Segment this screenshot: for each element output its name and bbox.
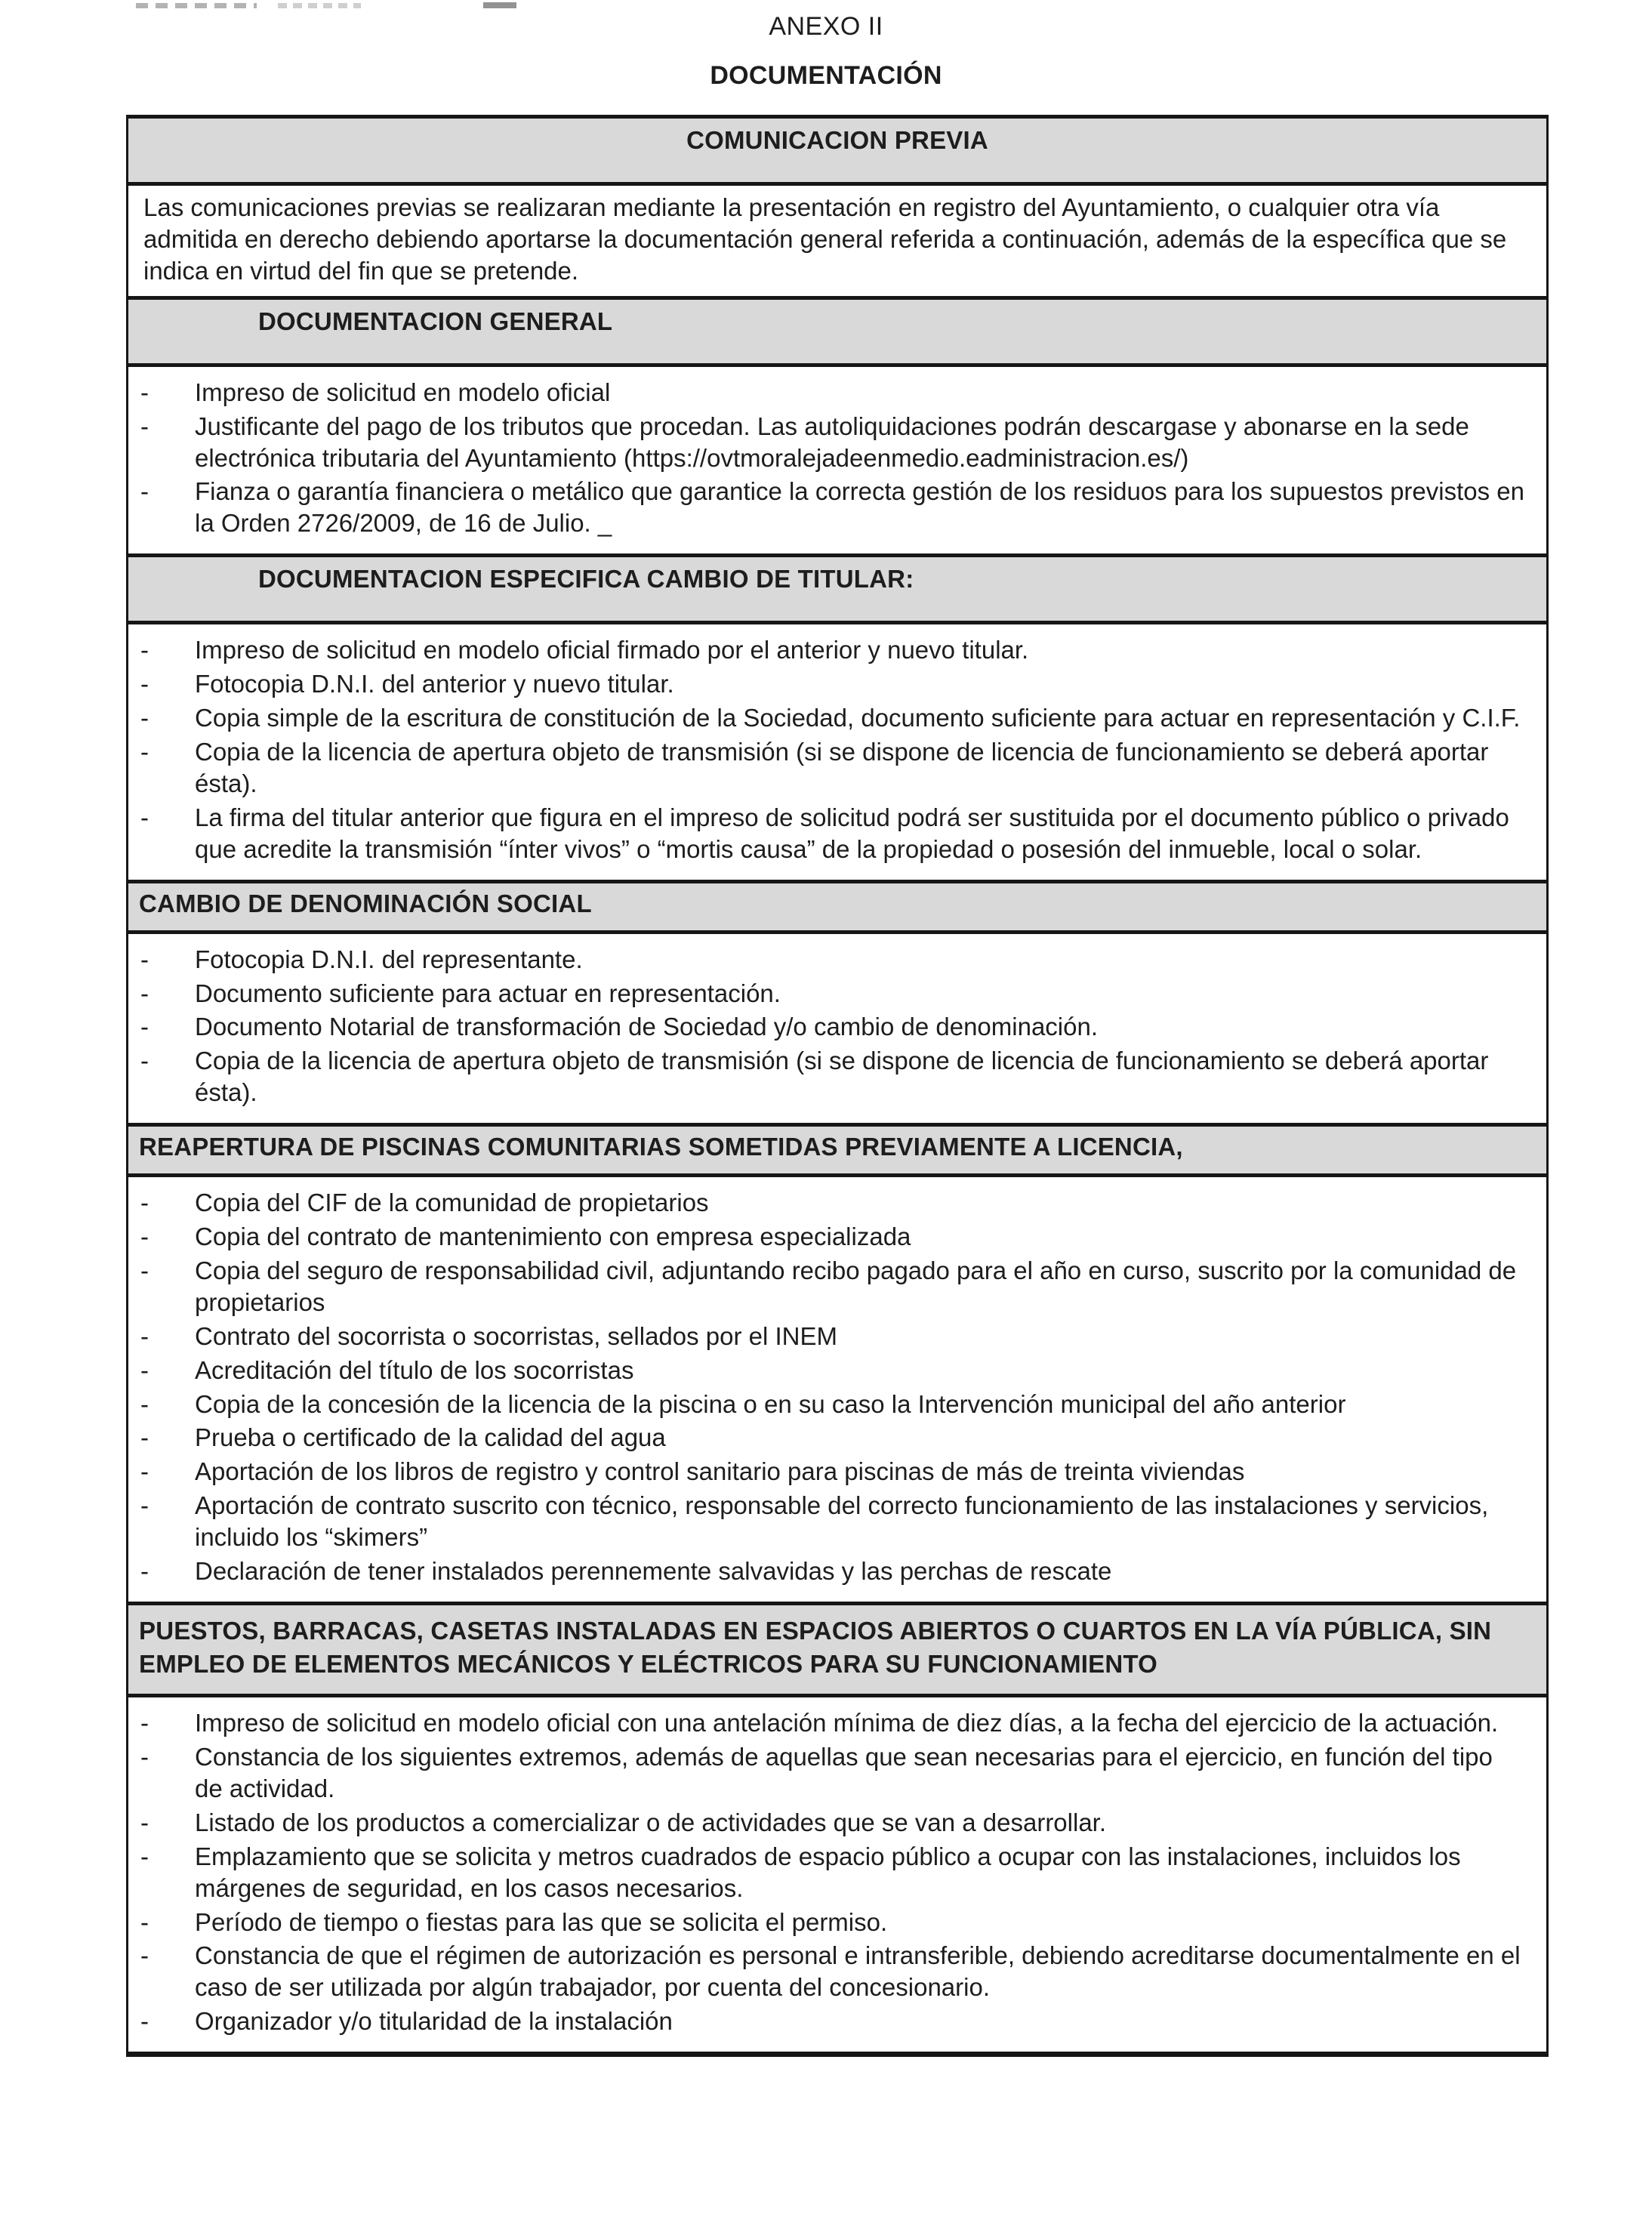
bullet-dash: - (140, 1457, 149, 1486)
bullet-dash: - (140, 412, 149, 440)
list-item (128, 377, 1527, 409)
list-item (128, 1255, 1527, 1318)
bullet-dash: - (140, 1491, 149, 1520)
bullet-dash: - (140, 1423, 149, 1452)
list-item (128, 1187, 1527, 1219)
bullet-dash: - (140, 1557, 149, 1586)
list-item-text: Organizador y/o titularidad de la instalación (195, 2007, 673, 2036)
list-item-text: Copia de la licencia de apertura objeto de transmisión (si se dispone de licencia de funcionamiento se deberá aportar ésta). (195, 1047, 1489, 1107)
list-item-text: Copia simple de la escritura de constitución de la Sociedad, documento suficiente para actuar en representación y C.I.F. (195, 704, 1521, 732)
bullet-dash: - (140, 2007, 149, 2036)
list-item-text: La firma del titular anterior que figura en el impreso de solicitud podrá ser sustituida por el documento público o privado que acredite la transmisión “ínter vivos” o “mortis causa” de la propiedad o posesión del inmueble, local o solar. (195, 803, 1509, 863)
list-item (128, 1907, 1527, 1938)
list-item (128, 1807, 1527, 1839)
bullet-dash: - (140, 1321, 149, 1350)
doc-table (126, 115, 1549, 2057)
list-item-text: Justificante del pago de los tributos que procedan. Las autoliquidaciones podrán descargase y abonarse en la sede electrónica tributaria del Ayuntamiento (https://ovtmoralejadeenmedio.eadministracion.es/) (195, 412, 1469, 472)
bullet-dash: - (140, 1355, 149, 1384)
section-header (128, 1602, 1546, 1694)
scan-artifact (483, 2, 516, 8)
intro-paragraph (128, 182, 1546, 296)
list-item-text: Fotocopia D.N.I. del representante. (195, 945, 583, 973)
bullet-dash: - (140, 704, 149, 732)
bullet-dash: - (140, 1256, 149, 1284)
list-item-text: Acreditación del título de los socorristas (195, 1355, 634, 1384)
bullet-dash: - (140, 1222, 149, 1251)
bullet-dash: - (140, 1709, 149, 1737)
section-header (128, 1123, 1546, 1173)
page-titles (0, 0, 1652, 91)
bullet-dash: - (140, 636, 149, 664)
list-item-text: Constancia de que el régimen de autorización es personal e intransferible, debiendo acreditarse documentalmente en el caso de ser utilizada por algún trabajador, por cuenta del concesionario. (195, 1941, 1521, 2002)
list-item (128, 1221, 1527, 1253)
list-item (128, 1456, 1527, 1488)
list-item (128, 944, 1527, 976)
list-item-text: Emplazamiento que se solicita y metros cuadrados de espacio público a ocupar con las instalaciones, incluidos los márgenes de seguridad, en los casos necesarios. (195, 1842, 1461, 1902)
bullet-dash: - (140, 1907, 149, 1936)
section-header (128, 553, 1546, 621)
list-item-text: Copia del CIF de la comunidad de propietarios (195, 1189, 709, 1217)
list-item (128, 1707, 1527, 1739)
documentacion-general-list (128, 363, 1546, 554)
bullet-dash: - (140, 1842, 149, 1870)
bullet-dash: - (140, 803, 149, 831)
list-item-text: Documento Notarial de transformación de Sociedad y/o cambio de denominación. (195, 1013, 1099, 1041)
list-item (128, 736, 1527, 800)
list-item (128, 1841, 1527, 1904)
reapertura-de-piscinas-list (128, 1173, 1546, 1602)
list-item-text: Contrato del socorrista o socorristas, sellados por el INEM (195, 1321, 838, 1350)
list-item-text: Copia de la concesión de la licencia de la piscina o en su caso la Intervención municipal del año anterior (195, 1389, 1346, 1418)
cambio-de-titular-list (128, 621, 1546, 879)
section-header-label: DOCUMENTACION GENERAL (258, 307, 613, 335)
cambio-de-denominacion-social-list (128, 930, 1546, 1124)
list-item-text: Aportación de los libros de registro y control sanitario para piscinas de más de treinta viviendas (195, 1457, 1245, 1486)
list-item (128, 1422, 1527, 1454)
list-item (128, 1355, 1527, 1386)
puestos-barracas-casetas-list (128, 1694, 1546, 2052)
list-item-text: Copia del seguro de responsabilidad civil, adjuntando recibo pagado para el año en curso, suscrito por la comunidad de propietarios (195, 1256, 1517, 1316)
bullet-dash: - (140, 477, 149, 506)
bullet-dash: - (140, 1941, 149, 1970)
list-item (128, 2006, 1527, 2037)
list-item-text: Copia de la licencia de apertura objeto de transmisión (si se dispone de licencia de funcionamiento se deberá aportar ésta). (195, 737, 1489, 797)
bullet-dash: - (140, 1013, 149, 1041)
list-item (128, 1321, 1527, 1352)
list-item-text: Impreso de solicitud en modelo oficial con una antelación mínima de diez días, a la fecha del ejercicio de la actuación. (195, 1709, 1499, 1737)
list-item-text: Prueba o certificado de la calidad del agua (195, 1423, 666, 1452)
section-header (128, 119, 1546, 182)
section-header (128, 880, 1546, 930)
bullet-dash: - (140, 378, 149, 406)
list-item-text: Período de tiempo o fiestas para las que se solicita el permiso. (195, 1907, 888, 1936)
annex-title: ANEXO II (769, 12, 883, 41)
list-item (128, 1940, 1527, 2003)
list-item (128, 411, 1527, 474)
section-header-label: REAPERTURA DE PISCINAS COMUNITARIAS SOMETIDAS PREVIAMENTE A LICENCIA, (139, 1133, 1183, 1161)
list-item-text: Impreso de solicitud en modelo oficial firmado por el anterior y nuevo titular. (195, 636, 1029, 664)
list-item (128, 668, 1527, 700)
list-item (128, 634, 1527, 666)
list-item (128, 476, 1527, 539)
list-item-text: Aportación de contrato suscrito con técnico, responsable del correcto funcionamiento de las instalaciones y servicios, incluido los “skimers” (195, 1491, 1489, 1552)
section-header (128, 296, 1546, 363)
scan-artifact (136, 3, 257, 8)
list-item-text: Impreso de solicitud en modelo oficial (195, 378, 611, 406)
list-item (128, 978, 1527, 1010)
list-item-text: Fotocopia D.N.I. del anterior y nuevo titular. (195, 670, 674, 698)
bullet-dash: - (140, 945, 149, 973)
bullet-dash: - (140, 1808, 149, 1836)
bullet-dash: - (140, 1743, 149, 1771)
list-item (128, 1555, 1527, 1587)
list-item (128, 1490, 1527, 1553)
list-item-text: Declaración de tener instalados perennemente salvavidas y las perchas de rescate (195, 1557, 1112, 1586)
bullet-dash: - (140, 737, 149, 766)
list-item (128, 1389, 1527, 1420)
list-item-text: Constancia de los siguientes extremos, además de aquellas que sean necesarias para el ejercicio, en función del tipo de actividad. (195, 1743, 1493, 1802)
section-header-label: CAMBIO DE DENOMINACIÓN SOCIAL (139, 889, 592, 917)
list-item-text: Documento suficiente para actuar en representación. (195, 979, 781, 1007)
bullet-dash: - (140, 1047, 149, 1075)
list-item-text: Copia del contrato de mantenimiento con empresa especializada (195, 1222, 911, 1251)
section-header-label: COMUNICACION PREVIA (686, 126, 988, 154)
bullet-dash: - (140, 1189, 149, 1217)
scan-artifact (278, 3, 361, 8)
list-item (128, 1741, 1527, 1805)
bullet-dash: - (140, 979, 149, 1007)
list-item (128, 802, 1527, 865)
intro-paragraph-text: Las comunicaciones previas se realizaran mediante la presentación en registro del Ayuntamiento, o cualquier otra vía admitida en derecho debiendo aportarse la documentación general referida a continuación, además de la específica que se indica en virtud del fin que se pretende. (143, 193, 1507, 285)
list-item-text: Fianza o garantía financiera o metálico que garantice la correcta gestión de los residuos para los supuestos previstos en la Orden 2726/2009, de 16 de Julio. _ (195, 477, 1525, 538)
section-header-label: DOCUMENTACION ESPECIFICA CAMBIO DE TITULAR: (258, 565, 914, 594)
list-item (128, 1011, 1527, 1043)
list-item-text: Listado de los productos a comercializar o de actividades que se van a desarrollar. (195, 1808, 1107, 1836)
bullet-dash: - (140, 670, 149, 698)
list-item (128, 702, 1527, 734)
list-item (128, 1045, 1527, 1108)
bullet-dash: - (140, 1389, 149, 1418)
section-header-label: PUESTOS, BARRACAS, CASETAS INSTALADAS EN ESPACIOS ABIERTOS O CUARTOS EN LA VÍA PÚBLICA, SIN EMPLEO DE ELEMENTOS MECÁNICOS Y ELÉCTRICOS PARA SU FUNCIONAMIENTO (139, 1617, 1492, 1678)
document-title: DOCUMENTACIÓN (710, 61, 942, 90)
